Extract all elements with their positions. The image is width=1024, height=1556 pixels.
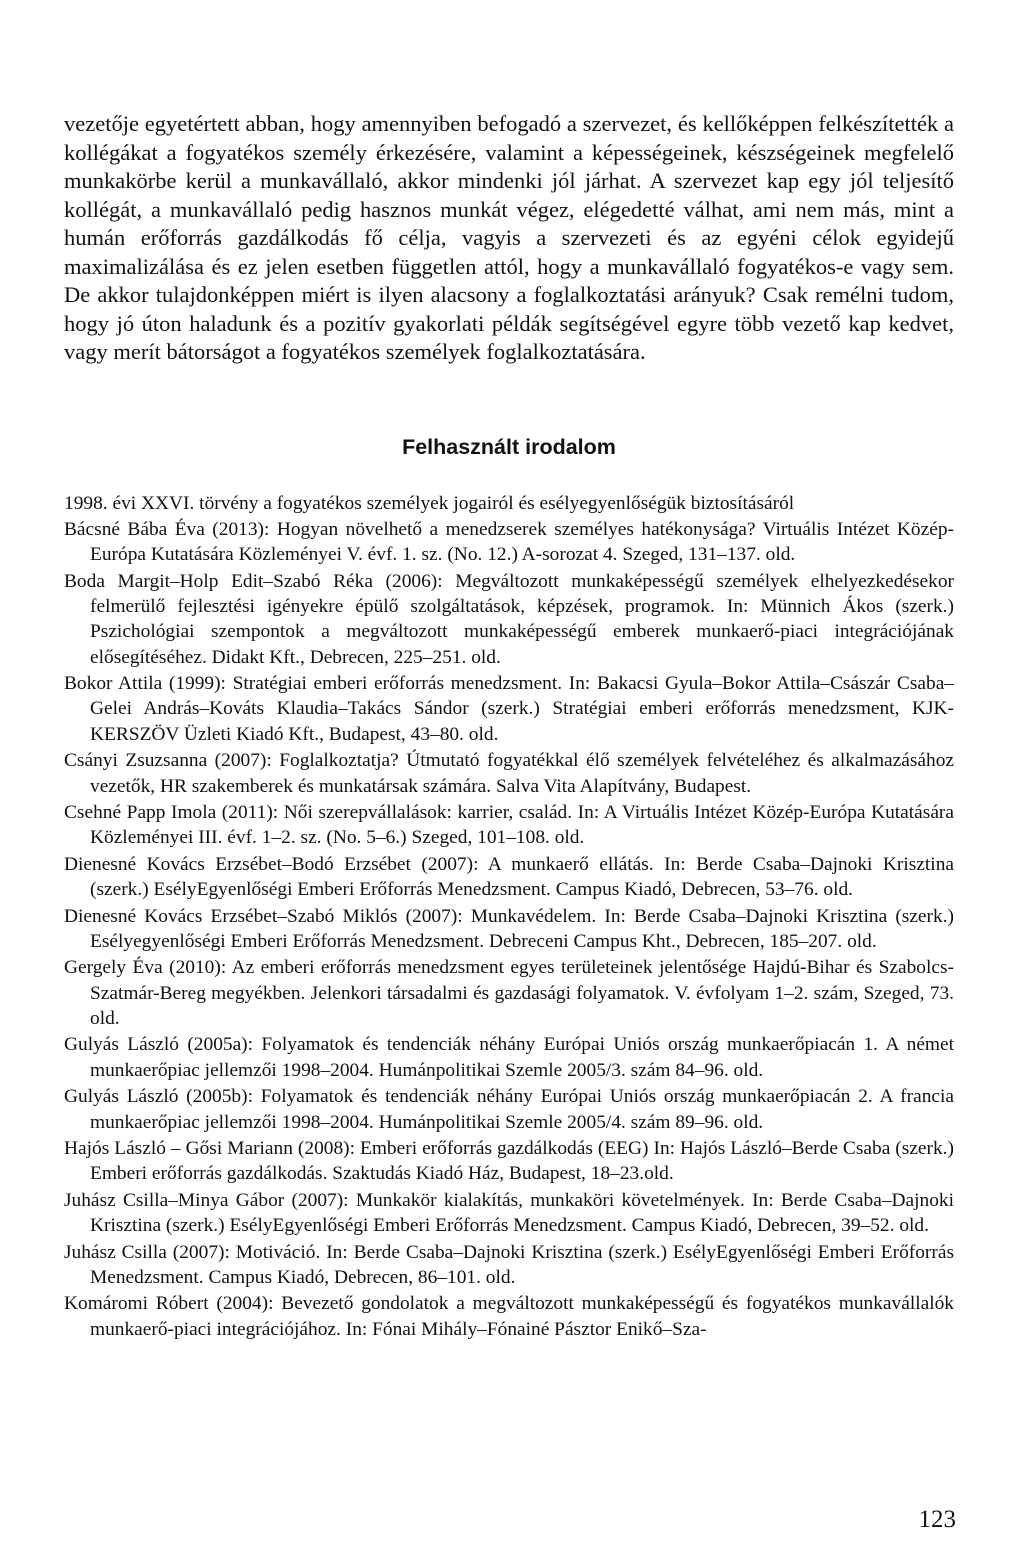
reference-item: 1998. évi XXVI. törvény a fogyatékos személyek jogairól és esélyegyenlőségük biztosításáról [64, 492, 795, 514]
reference-item: Juhász Csilla–Minya Gábor (2007): Munkakör kialakítás, munkaköri követelmények. In: Berde Csaba–Dajnoki Krisztina (szerk.) EsélyEgyenlőségi Emberi Erőforrás Menedzsment. Campus Kiadó, Debrecen, 39–52. old. [64, 1189, 954, 1237]
section-heading: Felhasznált irodalom [402, 434, 616, 459]
reference-list [64, 491, 954, 1342]
reference-item: Csányi Zsuzsanna (2007): Foglalkoztatja? Útmutató fogyatékkal élő személyek felvételéhez és alkalmazásához vezetők, HR szakemberek és munkatársak számára. Salva Vita Alapítvány, Budapest. [64, 750, 954, 797]
reference-item: Gergely Éva (2010): Az emberi erőforrás menedzsment egyes területeinek jelentősége Hajdú-Bihar és Szabolcs-Szatmár-Bereg megyékben. Jelenkori társadalmi és gazdasági folyamatok. V. évfolyam 1–2. szám, Szeged, 73. old. [64, 957, 954, 1029]
reference-item: Dienesné Kovács Erzsébet–Szabó Miklós (2007): Munkavédelem. In: Berde Csaba–Dajnoki Krisztina (szerk.) Esélyegyenlőségi Emberi Erőforrás Menedzsment. Debreceni Campus Kht., Debrecen, 185–207. old. [64, 905, 954, 952]
page-content [64, 110, 954, 1343]
reference-item: Gulyás László (2005a): Folyamatok és tendenciák néhány Európai Uniós ország munkaerőpiacán 1. A német munkaerőpiac jellemzői 1998–2004. Humánpolitikai Szemle 2005/3. szám 84–96. old. [64, 1034, 954, 1081]
reference-item: Dienesné Kovács Erzsébet–Bodó Erzsébet (2007): A munkaerő ellátás. In: Berde Csaba–Dajnoki Krisztina (szerk.) EsélyEgyenlőségi Emberi Erőforrás Menedzsment. Campus Kiadó, Debrecen, 53–76. old. [64, 853, 954, 901]
reference-item: Bokor Attila (1999): Stratégiai emberi erőforrás menedzsment. In: Bakacsi Gyula–Bokor Attila–Császár Csaba–Gelei András–Kováts Klaudia–Takács Sándor (szerk.) Stratégiai emberi erőforrás menedzsment, KJK-KERSZÖV Üzleti Kiadó Kft., Budapest, 43–80. old. [64, 673, 954, 745]
reference-item: Komáromi Róbert (2004): Bevezető gondolatok a megváltozott munkaképességű és fogyatékos munkavállalók munkaerő-piaci integrációjához. In: Fónai Mihály–Fónainé Pásztor Enikő–Sza- [64, 1293, 954, 1340]
reference-item: Hajós László – Gősi Mariann (2008): Emberi erőforrás gazdálkodás (EEG) In: Hajós László–Berde Csaba (szerk.) Emberi erőforrás gazdálkodás. Szaktudás Kiadó Ház, Budapest, 18–23.old. [64, 1137, 954, 1185]
body-paragraph: vezetője egyetértett abban, hogy amennyiben befogadó a szervezet, és kellőképpen felkészítették a kollégákat a fogyatékos személy érkezésére, valamint a képességeinek, készségeinek megfelelő munkakörbe kerül a munkavállaló, akkor mindenki jól járhat. A szervezet kap egy jól teljesítő kollégát, a munkavállaló pedig hasznos munkát végez, elégedetté válhat, ami nem más, mint a humán erőforrás gazdálkodás fő célja, vagyis a szervezeti és az egyéni célok egyidejű maximalizálása és ez jelen esetben független attól, hogy a munkavállaló fogyatékos-e vagy sem. De akkor tulajdonképpen miért is ilyen alacsony a foglalkoztatási arányuk? Csak remélni tudom, hogy jó úton haladunk és a pozitív gyakorlati példák segítségével egyre több vezető kap kedvet, vagy merít bátorságot a fogyatékos személyek foglalkoztatására. [64, 111, 954, 364]
reference-item: Bácsné Bába Éva (2013): Hogyan növelhető a menedzserek személyes hatékonysága? Virtuális Intézet Közép-Európa Kutatására Közleményei V. évf. 1. sz. (No. 12.) A-sorozat 4. Szeged, 131–137. old. [64, 518, 954, 566]
page-number: 123 [918, 1506, 956, 1533]
reference-item: Gulyás László (2005b): Folyamatok és tendenciák néhány Európai Uniós ország munkaerőpiacán 2. A francia munkaerőpiac jellemzői 1998–2004. Humánpolitikai Szemle 2005/4. szám 89–96. old. [64, 1086, 954, 1133]
reference-item: Csehné Papp Imola (2011): Női szerepvállalások: karrier, család. In: A Virtuális Intézet Közép-Európa Kutatására Közleményei III. évf. 1–2. sz. (No. 5–6.) Szeged, 101–108. old. [64, 802, 954, 849]
reference-item: Juhász Csilla (2007): Motiváció. In: Berde Csaba–Dajnoki Krisztina (szerk.) EsélyEgyenlőségi Emberi Erőforrás Menedzsment. Campus Kiadó, Debrecen, 86–101. old. [64, 1241, 954, 1288]
reference-item: Boda Margit–Holp Edit–Szabó Réka (2006): Megváltozott munkaképességű személyek elhelyezkedésekor felmerülő fejlesztési igényekre épülő szolgáltatások, képzések, programok. In: Münnich Ákos (szerk.) Pszichológiai szempontok a megváltozott munkaképességű emberek munkaerő-piaci integrációjának elősegítéséhez. Didakt Kft., Debrecen, 225–251. old. [64, 570, 954, 668]
